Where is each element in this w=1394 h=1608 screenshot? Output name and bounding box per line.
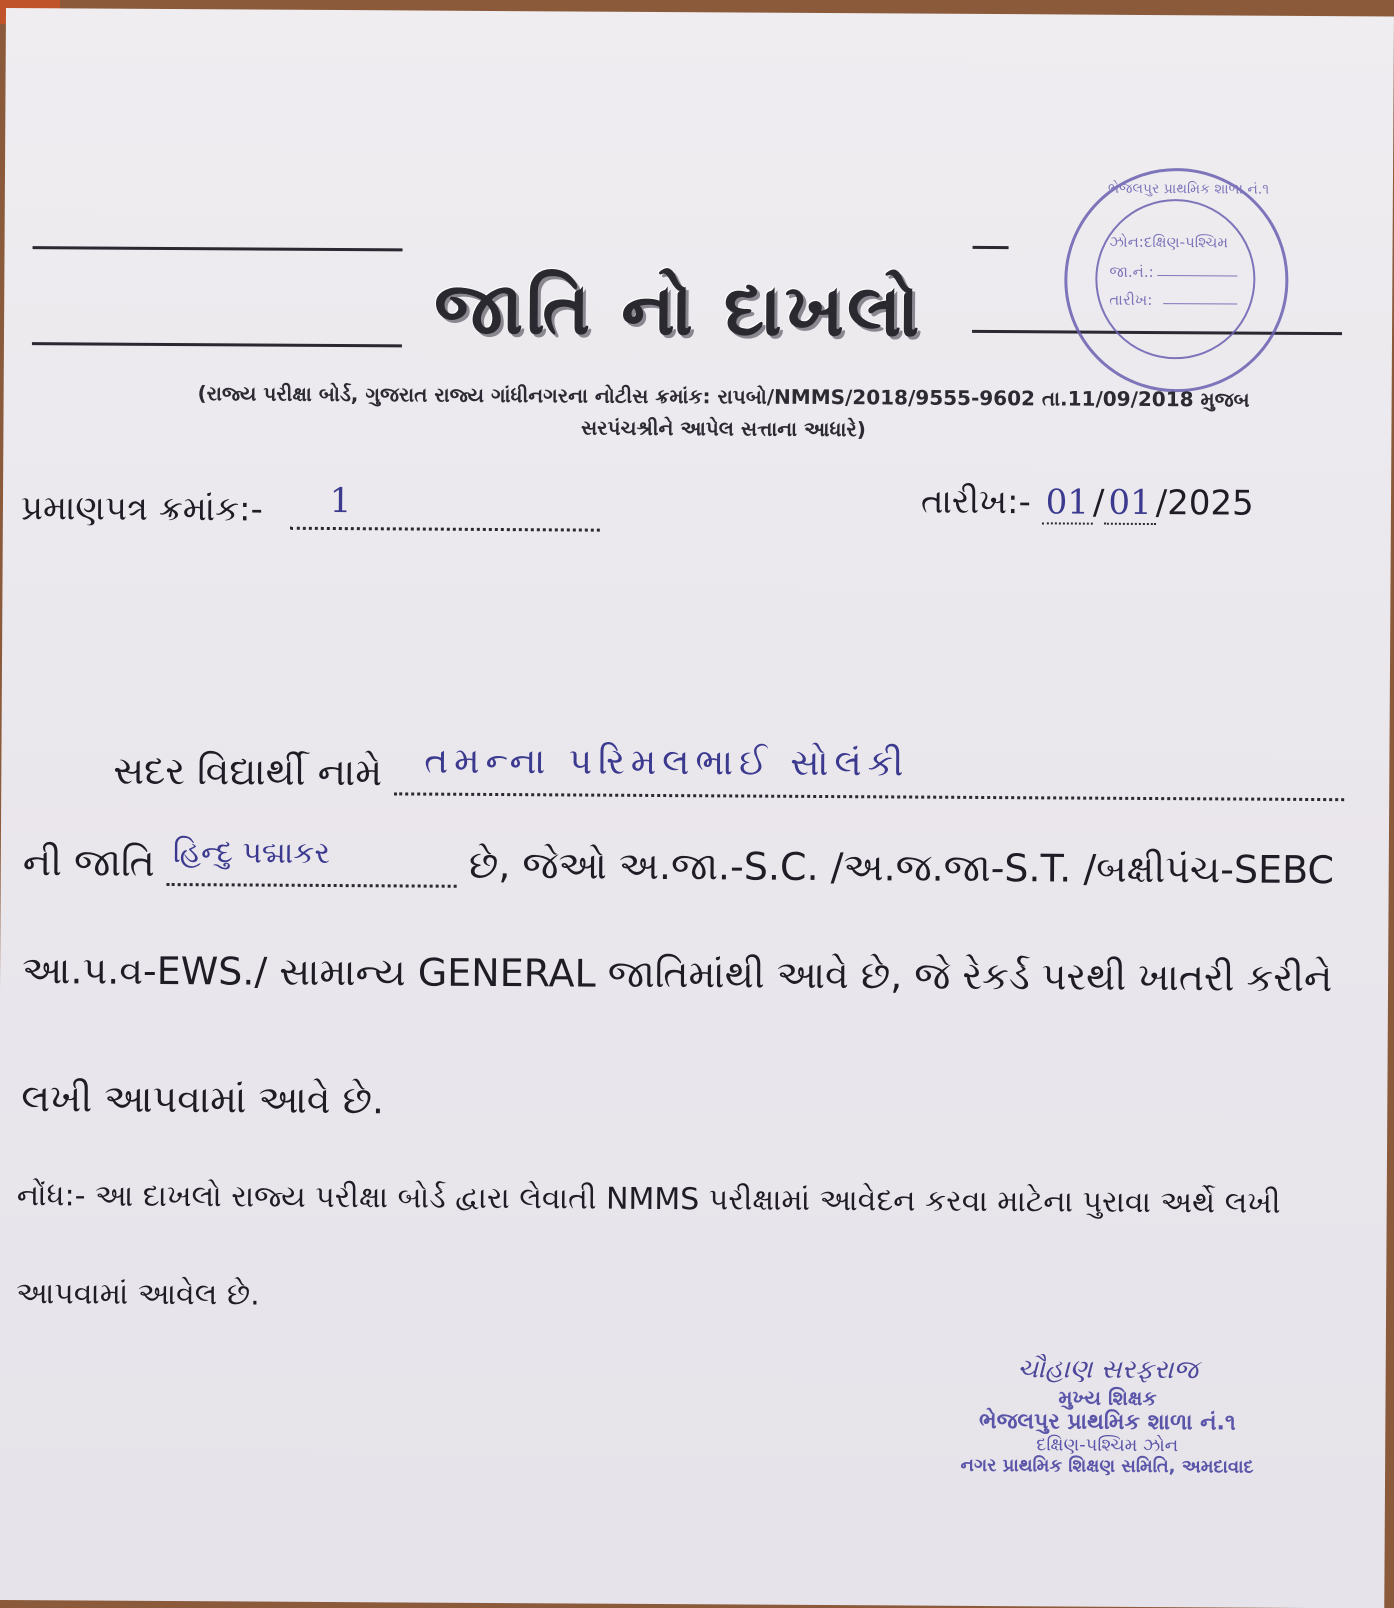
certificate-number-row (20, 480, 600, 532)
school-stamp (1064, 167, 1289, 392)
student-name-row (113, 740, 1344, 802)
page-title: જાતિ નો દાખલો (433, 265, 923, 353)
certificate-paper (0, 8, 1394, 1608)
stamp-jn: જા.નં.: (1109, 262, 1154, 282)
signature-block (927, 1354, 1288, 1478)
signature-zone: દક્ષિણ-પશ્ચિમ ઝોન (1036, 1434, 1179, 1457)
caste-field (167, 835, 457, 888)
notice-line-2: સરપંચશ્રીને આપેલ સત્તાના આધારે) (580, 415, 866, 442)
signature-designation: મુખ્ય શિક્ષક (1058, 1385, 1157, 1411)
body-line-4: લખી આપવામાં આવે છે. (21, 1076, 385, 1123)
signature: ચૌહાણ સરફરાજ (1017, 1354, 1199, 1386)
body-line-3: આ.પ.વ-EWS./ સામાન્ય GENERAL જાતિમાંથી આવે છે, જે રેકર્ડ પરથી ખાતરી કરીને (21, 948, 1333, 1001)
student-name-value: તમન્ના પરિમલભાઈ સોલંકી (424, 740, 910, 785)
date-row: તારીખ:- 01 / 01 /2025 (920, 481, 1254, 524)
date-year: 2025 (1167, 483, 1254, 524)
caste-row (22, 835, 1335, 893)
stamp-zone: ઝોન:દક્ષિણ-પશ્ચિમ (1109, 232, 1229, 252)
title-rule-left-top (33, 246, 403, 251)
caste-categories: છે, જેઓ અ.જા.-S.C. /અ.જ.જા-S.T. /બક્ષીપંચ-SEBC (468, 842, 1335, 893)
note-line-2: આપવામાં આવેલ છે. (16, 1276, 260, 1313)
certificate-number-label: પ્રમાણપત્ર ક્રમાંક:- (20, 488, 263, 530)
date-label: તારીખ:- (920, 481, 1031, 523)
caste-label: ની જાતિ (22, 840, 155, 885)
signature-school: ભેજલપુર પ્રાથમિક શાળા નં.૧ (978, 1408, 1236, 1436)
notice-line-1: (રાજ્ય પરીક્ષા બોર્ડ, ગુજરાત રાજ્ય ગાંધીનગરના નોટીસ ક્રમાંક: રાપબો/NMMS/2018/9555-9602 તા.11/09/2018 મુજબ (197, 381, 1250, 412)
stamp-date: તારીખ: (1109, 290, 1153, 310)
signature-committee: નગર પ્રાથમિક શિક્ષણ સમિતિ, અમદાવાદ (960, 1454, 1254, 1478)
title-rule-right-tick (973, 246, 1009, 249)
date-month: 01 (1104, 483, 1156, 525)
note-line-1: નોંધ:- આ દાખલો રાજ્ય પરીક્ષા બોર્ડ દ્વારા લેવાતી NMMS પરીક્ષામાં આવેદન કરવા માટેના પુરાવા અર્થે લખી (16, 1178, 1281, 1221)
title-rule-left-bottom (32, 342, 402, 347)
caste-value: હિન્દુ પદ્માકર (172, 835, 331, 871)
student-name-field (394, 740, 1344, 801)
certificate-number-field (290, 480, 600, 532)
stamp-school: ભેજલપુર પ્રાથમિક શાળા નં.૧ (1107, 180, 1270, 198)
student-name-label: સદર વિદ્યાર્થી નામે (113, 748, 383, 795)
date-day: 01 (1042, 482, 1094, 524)
certificate-number-value: 1 (329, 480, 354, 522)
